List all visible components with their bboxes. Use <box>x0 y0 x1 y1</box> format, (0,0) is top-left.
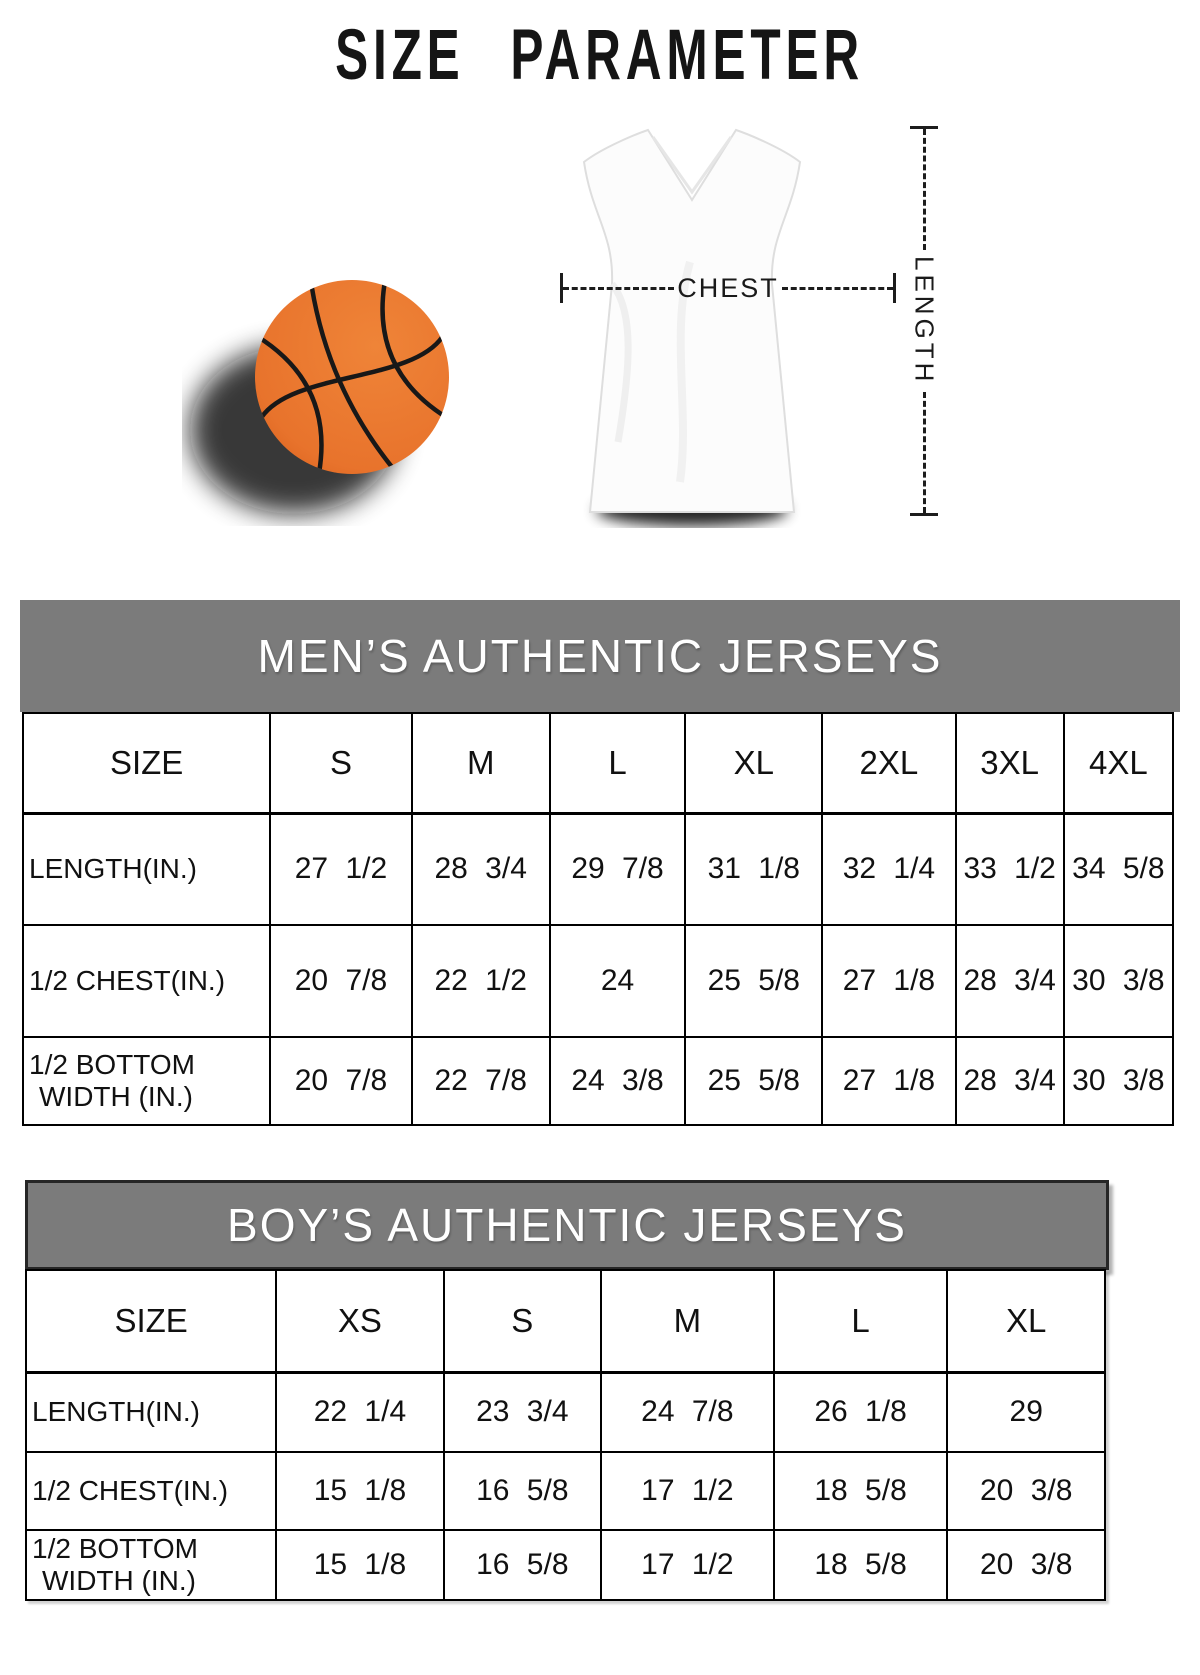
length-dash-bottom <box>923 392 926 513</box>
chest-label: CHEST <box>677 272 779 303</box>
size-value-cell: 25 5/8 <box>685 1037 822 1125</box>
size-value-cell: 22 1/2 <box>412 925 550 1037</box>
table-row <box>23 813 1173 925</box>
jersey-icon <box>540 112 870 528</box>
chest-dash-left <box>563 287 674 290</box>
size-value-cell: 28 3/4 <box>956 925 1064 1037</box>
boys-section-header: BOY’S AUTHENTIC JERSEYS <box>25 1180 1109 1270</box>
size-value-cell: 29 7/8 <box>550 813 686 925</box>
size-value-cell: 18 5/8 <box>774 1530 948 1600</box>
size-value-cell: 24 <box>550 925 686 1037</box>
size-value-cell: 26 1/8 <box>774 1372 948 1452</box>
size-value-cell: 23 3/4 <box>444 1372 602 1452</box>
chest-right-tick <box>893 273 896 303</box>
boys-size-table <box>25 1269 1106 1601</box>
size-value-cell: 30 3/8 <box>1064 1037 1173 1125</box>
size-value-cell: 25 5/8 <box>685 925 822 1037</box>
size-value-cell: 30 3/8 <box>1064 925 1173 1037</box>
row-label-cell: 1/2 BOTTOM WIDTH (IN.) <box>26 1530 276 1600</box>
size-value-cell: 18 5/8 <box>774 1452 948 1530</box>
table-row <box>26 1530 1105 1600</box>
size-value-cell: 20 3/8 <box>947 1452 1105 1530</box>
table-row <box>26 1372 1105 1452</box>
page-title <box>0 15 1200 96</box>
row-label-cell: LENGTH(IN.) <box>26 1372 276 1452</box>
size-value-cell: 28 3/4 <box>412 813 550 925</box>
row-label-cell: 1/2 CHEST(IN.) <box>26 1452 276 1530</box>
size-value-cell: 27 1/8 <box>822 925 955 1037</box>
chest-dash-right <box>782 287 893 290</box>
size-value-cell: 24 3/8 <box>550 1037 686 1125</box>
column-header: L <box>774 1270 948 1372</box>
size-value-cell: 17 1/2 <box>601 1530 774 1600</box>
size-value-cell: 16 5/8 <box>444 1530 602 1600</box>
table-row <box>23 925 1173 1037</box>
length-dash-top <box>923 129 926 250</box>
column-header: S <box>444 1270 602 1372</box>
size-value-cell: 29 <box>947 1372 1105 1452</box>
size-value-cell: 33 1/2 <box>956 813 1064 925</box>
jersey-body <box>584 130 800 512</box>
size-value-cell: 20 7/8 <box>270 1037 411 1125</box>
column-header: 4XL <box>1064 713 1173 813</box>
column-header: 2XL <box>822 713 955 813</box>
column-header: 3XL <box>956 713 1064 813</box>
size-value-cell: 17 1/2 <box>601 1452 774 1530</box>
size-value-cell: 20 3/8 <box>947 1530 1105 1600</box>
page-title-text: SIZE PARAMETER <box>335 15 865 96</box>
column-header-size: SIZE <box>26 1270 276 1372</box>
column-header: M <box>412 713 550 813</box>
size-value-cell: 24 7/8 <box>601 1372 774 1452</box>
column-header: XL <box>947 1270 1105 1372</box>
size-value-cell: 22 1/4 <box>276 1372 443 1452</box>
size-value-cell: 28 3/4 <box>956 1037 1064 1125</box>
length-bottom-tick <box>910 513 938 516</box>
column-header: XL <box>685 713 822 813</box>
table-row <box>23 1037 1173 1125</box>
mens-section-header: MEN’S AUTHENTIC JERSEYS <box>20 600 1180 712</box>
basketball-icon <box>182 258 467 526</box>
size-value-cell: 32 1/4 <box>822 813 955 925</box>
size-value-cell: 27 1/2 <box>270 813 411 925</box>
size-value-cell: 20 7/8 <box>270 925 411 1037</box>
chest-measure-line <box>560 272 896 304</box>
mens-size-table <box>22 712 1174 1126</box>
row-label-cell: 1/2 CHEST(IN.) <box>23 925 270 1037</box>
size-value-cell: 31 1/8 <box>685 813 822 925</box>
size-value-cell: 16 5/8 <box>444 1452 602 1530</box>
size-value-cell: 34 5/8 <box>1064 813 1173 925</box>
column-header: XS <box>276 1270 443 1372</box>
size-value-cell: 15 1/8 <box>276 1452 443 1530</box>
row-label-cell: LENGTH(IN.) <box>23 813 270 925</box>
length-measure-line <box>906 126 942 516</box>
column-header: L <box>550 713 686 813</box>
column-header: M <box>601 1270 774 1372</box>
table-row <box>26 1452 1105 1530</box>
size-value-cell: 22 7/8 <box>412 1037 550 1125</box>
length-label: LENGTH <box>909 256 940 386</box>
table-row <box>26 1270 1105 1372</box>
table-row <box>23 713 1173 813</box>
row-label-cell: 1/2 BOTTOM WIDTH (IN.) <box>23 1037 270 1125</box>
column-header-size: SIZE <box>23 713 270 813</box>
size-value-cell: 27 1/8 <box>822 1037 955 1125</box>
size-value-cell: 15 1/8 <box>276 1530 443 1600</box>
column-header: S <box>270 713 411 813</box>
